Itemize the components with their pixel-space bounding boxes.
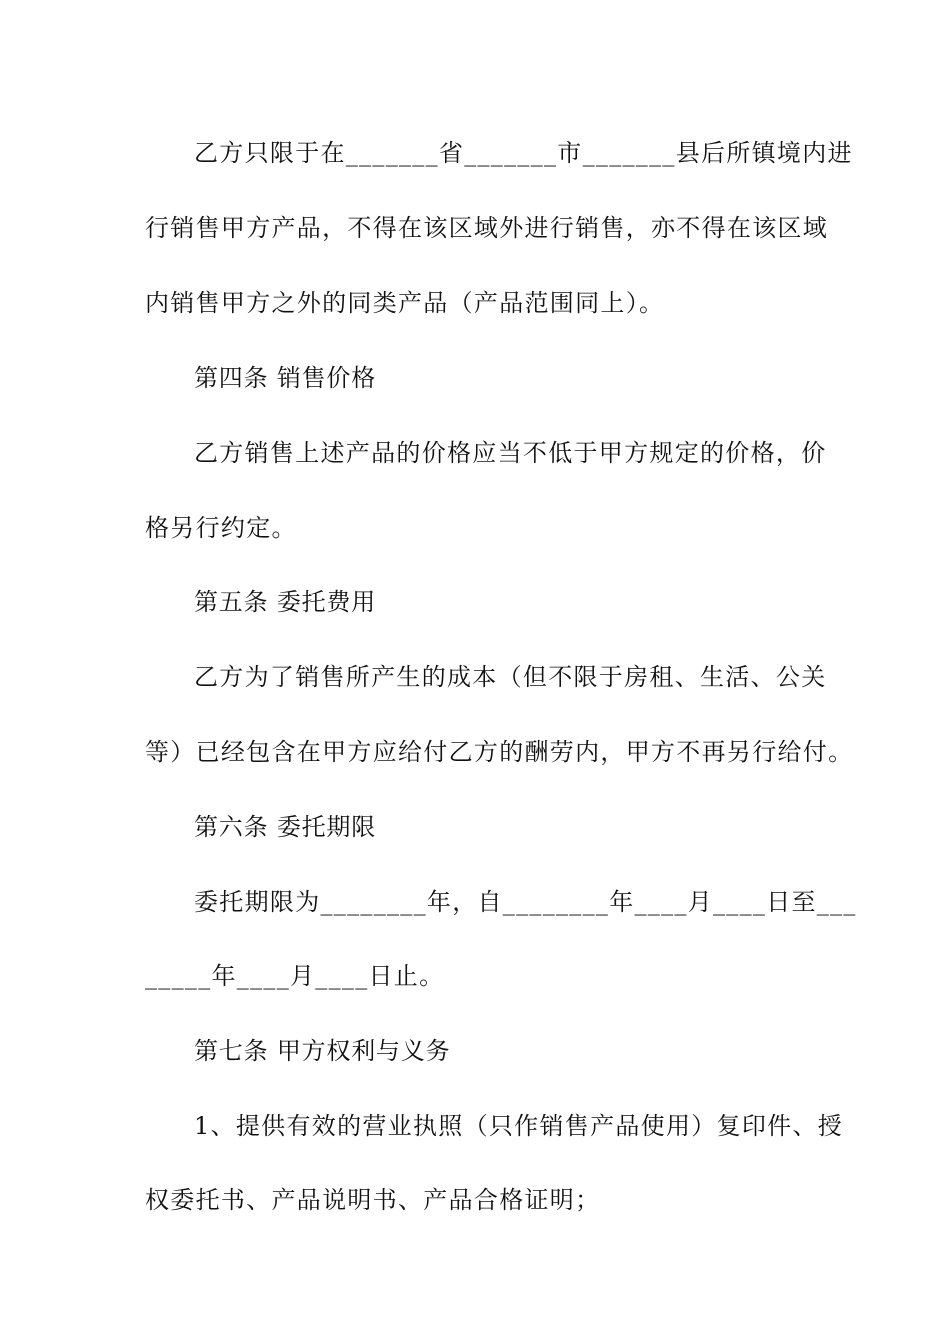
article-4-heading: 第四条 销售价格: [194, 364, 377, 392]
paragraph-sales-region-line-1: 乙方只限于在_______省_______市_______县后所镇境内进: [194, 139, 853, 167]
list-item-1-line-2: 权委托书、产品说明书、产品合格证明；: [145, 1186, 601, 1214]
list-item-1-line-1: 1、提供有效的营业执照（只作销售产品使用）复印件、授: [194, 1112, 844, 1140]
paragraph-fees-line-1: 乙方为了销售所产生的成本（但不限于房租、生活、公关: [194, 663, 827, 691]
paragraph-price-line-2: 格另行约定。: [145, 514, 297, 542]
article-5-heading: 第五条 委托费用: [194, 588, 377, 616]
paragraph-sales-region-line-2: 行销售甲方产品，不得在该区域外进行销售，亦不得在该区域: [145, 214, 829, 242]
article-6-heading: 第六条 委托期限: [194, 813, 377, 841]
paragraph-term-line-2: _____年____月____日止。: [145, 962, 445, 990]
paragraph-price-line-1: 乙方销售上述产品的价格应当不低于甲方规定的价格，价: [194, 439, 827, 467]
paragraph-sales-region-line-3: 内销售甲方之外的同类产品（产品范围同上）。: [145, 289, 665, 317]
paragraph-fees-line-2: 等）已经包含在甲方应给付乙方的酬劳内，甲方不再另行给付。: [145, 738, 854, 766]
paragraph-term-line-1: 委托期限为________年，自________年____月____日至___: [194, 888, 857, 916]
article-7-heading: 第七条 甲方权利与义务: [194, 1037, 451, 1065]
